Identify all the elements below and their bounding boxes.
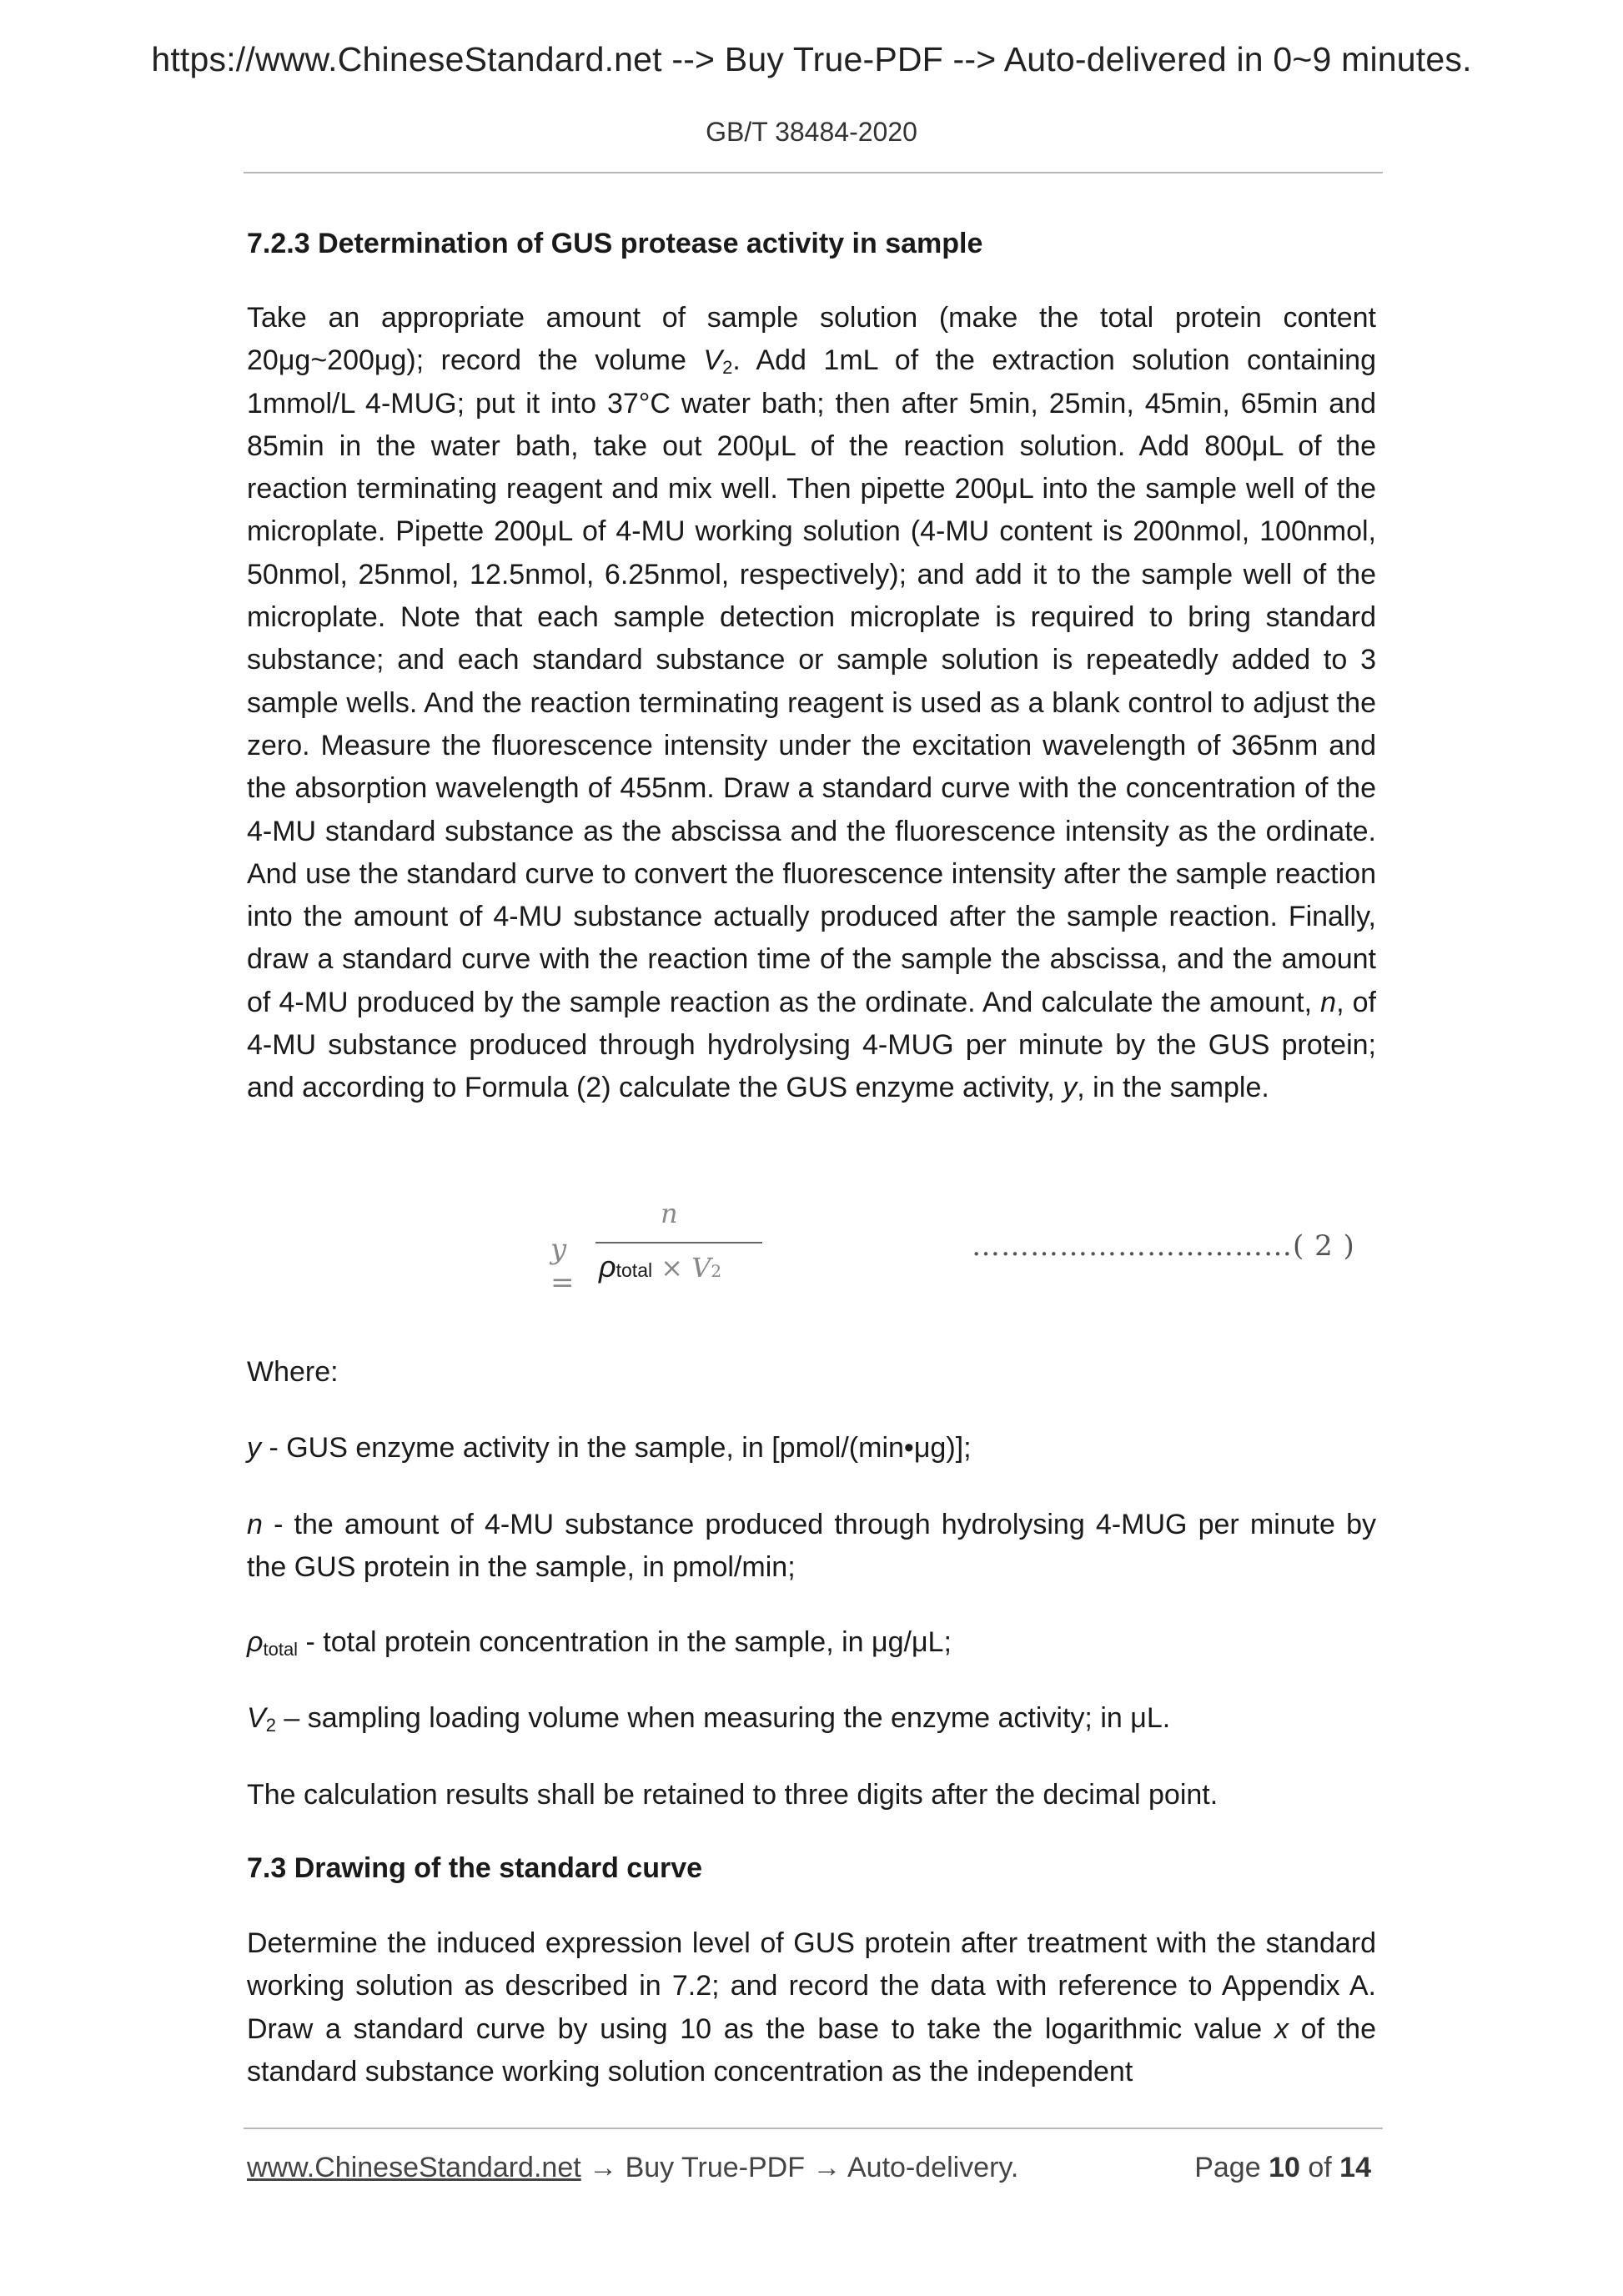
footer-tagline: → Buy True-PDF → Auto-delivery. (580, 2152, 1019, 2183)
definition-rho: $\rho_{total}$ - total protein concentration in the sample, in μg/μL; (247, 1626, 952, 1660)
rounding-note: The calculation results shall be retained to three digits after the decimal point. (247, 1779, 1219, 1811)
formula-lhs: y = (550, 1233, 575, 1299)
formula-2 (534, 1199, 1384, 1299)
where-label: Where: (247, 1356, 339, 1388)
section-7-2-3 (247, 225, 1376, 262)
footer-site-link[interactable]: www.ChineseStandard.net (247, 2152, 581, 2183)
standard-curve-paragraph: Determine the induced expression level of GUS protein after treatment with the standard working solution as described in 7.2; and record the data with reference to Appendix A. Draw a standard curve by using 10 as the base to take the logarithmic value x of the standard substance working solution concentration as the independent (247, 1927, 1376, 2088)
page-footer (247, 2152, 1383, 2184)
source-banner[interactable]: https://www.ChineseStandard.net --> Buy True-PDF --> Auto-delivered in 0~9 minutes. (151, 40, 1472, 78)
page-indicator: Page 10 of 14 (1194, 2152, 1371, 2183)
footer-divider (244, 2128, 1383, 2129)
definition-v2: $V_2$ – sampling loading volume when measuring the enzyme activity; in μL. (247, 1702, 1171, 1736)
section-7-3 (247, 1850, 1376, 1887)
section-7-3-body (247, 1922, 1376, 2093)
definition-n: n - the amount of 4-MU substance produced through hydrolysing 4-MUG per minute by the GUS protein in the sample, in pmol/min; (247, 1509, 1376, 1584)
section-heading-7-2-3: 7.2.3 Determination of GUS protease activity in sample (247, 228, 983, 259)
formula-numerator: n (661, 1198, 678, 1229)
formula-denominator: ρtotal × V2 (599, 1249, 722, 1284)
header-divider (244, 172, 1383, 173)
standard-number: GB/T 38484-2020 (706, 117, 917, 147)
formula-number: ……………………………( 2 ) (972, 1229, 1355, 1263)
fraction-bar (595, 1242, 762, 1243)
section-7-2-3-body (247, 297, 1376, 1110)
procedure-paragraph: Take an appropriate amount of sample solution (make the total protein content 20μg~200μg); record the volume $V_2$. Add 1mL of the extraction solution containing 1mmol/L 4-MUG; put it into 37°C water bath; then after 5min, 25min, 45min, 65min and 85min in the water bath, take out 200μL of the reaction solution. Add 800μL of the reaction terminating reagent and mix well. Then pipette 200μL into the sample well of the microplate. Pipette 200μL of 4-MU working solution (4-MU content is 200nmol, 100nmol, 50nmol, 25nmol, 12.5nmol, 6.25nmol, respectively); and add it to the sample well of the microplate. Note that each sample detection microplate is required to bring standard substance; and each standard substance or sample solution is repeatedly added to 3 sample wells. And the reaction terminating reagent is used as a blank control to adjust the zero. Measure the fluorescence intensity under the excitation wavelength of 365nm and the absorption wavelength of 455nm. Draw a standard curve with the concentration of the 4-MU standard substance as the abscissa and the fluorescence intensity as the ordinate. And use the standard curve to convert the fluorescence intensity after the sample reaction into the amount of 4-MU substance actually produced after the sample reaction. Finally, draw a standard curve with the reaction time of the sample the abscissa, and the amount of 4-MU produced by the sample reaction as the ordinate. And calculate the amount, n, of 4-MU substance produced through hydrolysing 4-MUG per minute by the GUS protein; and according to Formula (2) calculate the GUS enzyme activity, y, in the sample. (247, 302, 1377, 1104)
section-heading-7-3: 7.3 Drawing of the standard curve (247, 1852, 703, 1884)
definition-y: y - GUS enzyme activity in the sample, in [pmol/(min•μg)]; (247, 1432, 972, 1464)
